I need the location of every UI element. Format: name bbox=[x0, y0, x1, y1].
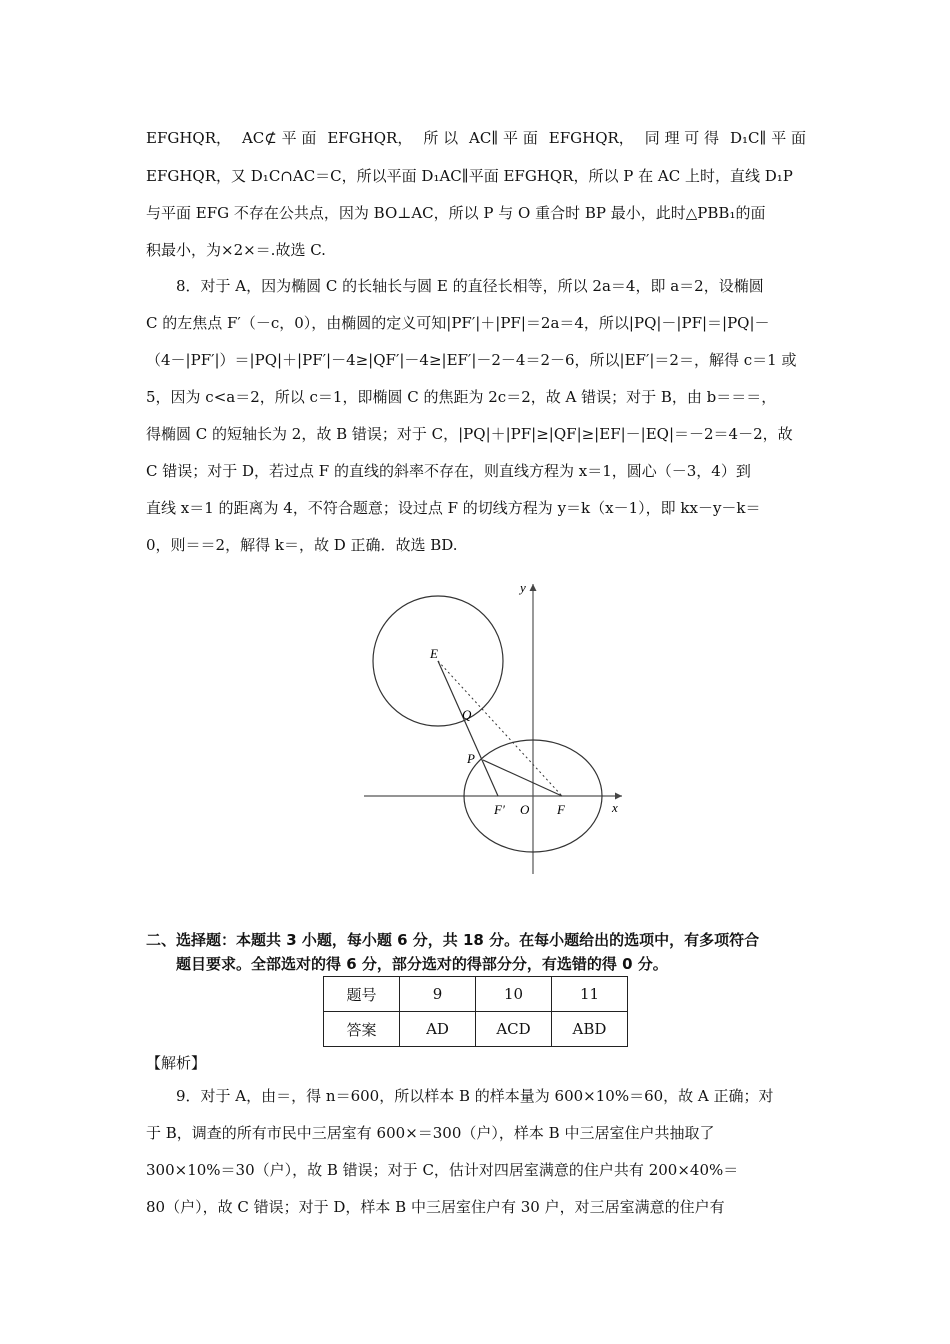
para8-line5: 得椭圆 C 的短轴长为 2，故 B 错误；对于 C，|PQ|＋|PF|≥|QF|≥|EF|－|EQ|＝－2＝4－2，故 bbox=[146, 425, 793, 443]
ellipse-circle-diagram bbox=[360, 574, 632, 878]
table-cell: ACD bbox=[476, 1012, 552, 1047]
text-seg: 所 以 bbox=[423, 129, 459, 147]
label-f-prime: F′ bbox=[494, 802, 505, 817]
para8-line2: C 的左焦点 F′（－c，0），由椭圆的定义可知|PF′|＋|PF|＝2a＝4，所以|PQ|－|PF|＝|PQ|－ bbox=[146, 314, 770, 332]
para7-line4: 积最小，为×2×＝.故选 C. bbox=[146, 241, 326, 259]
label-e: E bbox=[430, 646, 438, 661]
para9-line2: 于 B，调查的所有市民中三居室有 600×＝300（户），样本 B 中三居室住户共抽取了 bbox=[146, 1124, 715, 1142]
para8-line8: 0，则＝＝2，解得 k＝，故 D 正确．故选 BD. bbox=[146, 536, 458, 554]
para8-line6: C 错误；对于 D，若过点 F 的直线的斜率不存在，则直线方程为 x＝1，圆心（－3，4）到 bbox=[146, 462, 751, 480]
text-seg: EFGHQR， bbox=[327, 129, 413, 147]
table-row bbox=[324, 977, 628, 1012]
para9-line3: 300×10%＝30（户），故 B 错误；对于 C，估计对四居室满意的住户共有 200×40%＝ bbox=[146, 1161, 739, 1179]
table-cell: 答案 bbox=[324, 1012, 400, 1047]
text-seg: AC∥ 平 面 bbox=[469, 129, 538, 147]
section2-heading-line1: 二、选择题：本题共 3 小题，每小题 6 分，共 18 分。在每小题给出的选项中，有多项符合 bbox=[146, 931, 760, 949]
text-seg: 同 理 可 得 bbox=[644, 129, 720, 147]
label-q: Q bbox=[462, 707, 472, 722]
segment-pf bbox=[483, 760, 562, 796]
table-cell: 题号 bbox=[324, 977, 400, 1012]
label-f: F bbox=[557, 802, 565, 817]
para7-line3: 与平面 EFG 不存在公共点，因为 BO⊥AC，所以 P 与 O 重合时 BP 最小，此时△PBB₁的面 bbox=[146, 204, 766, 222]
table-cell: 10 bbox=[476, 977, 552, 1012]
analysis-label: 【解析】 bbox=[146, 1054, 207, 1072]
para8-line4: 5，因为 c<a＝2，所以 c＝1，即椭圆 C 的焦距为 2c＝2，故 A 错误；对于 B，由 b＝＝＝， bbox=[146, 388, 777, 406]
geometry-figure bbox=[360, 574, 632, 878]
label-x: x bbox=[612, 800, 618, 815]
table-row bbox=[324, 1012, 628, 1047]
table-cell: ABD bbox=[552, 1012, 628, 1047]
para7-line1 bbox=[146, 128, 806, 148]
table-cell: 9 bbox=[400, 977, 476, 1012]
text-seg: D₁C∥ 平 面 bbox=[730, 129, 806, 147]
para8-line1: 8．对于 A，因为椭圆 C 的长轴长与圆 E 的直径长相等，所以 2a＝4，即 a＝2，设椭圆 bbox=[176, 277, 764, 295]
label-p: P bbox=[467, 751, 475, 766]
answer-table bbox=[323, 976, 628, 1047]
section2-heading-line2: 题目要求。全部选对的得 6 分，部分选对的得部分分，有选错的得 0 分。 bbox=[176, 955, 668, 973]
label-y: y bbox=[520, 580, 526, 595]
label-o: O bbox=[520, 802, 530, 817]
para8-line7: 直线 x＝1 的距离为 4，不符合题意；设过点 F 的切线方程为 y＝k（x－1），即 kx－y－k＝ bbox=[146, 499, 761, 517]
text-seg: EFGHQR， bbox=[146, 129, 232, 147]
para9-line1: 9．对于 A，由＝，得 n＝600，所以样本 B 的样本量为 600×10%＝60，故 A 正确；对 bbox=[176, 1087, 774, 1105]
para8-line3: （4－|PF′|）＝|PQ|＋|PF′|－4≥|QF′|－4≥|EF′|－2－4＝2－6，所以|EF′|＝2＝，解得 c＝1 或 bbox=[146, 351, 797, 369]
para9-line4: 80（户），故 C 错误；对于 D，样本 B 中三居室住户有 30 户，对三居室满意的住户有 bbox=[146, 1198, 725, 1216]
table-cell: AD bbox=[400, 1012, 476, 1047]
table-cell: 11 bbox=[552, 977, 628, 1012]
para7-line2: EFGHQR，又 D₁C∩AC＝C，所以平面 D₁AC∥平面 EFGHQR，所以 P 在 AC 上时，直线 D₁P bbox=[146, 167, 793, 185]
text-seg: AC⊄ 平 面 bbox=[241, 129, 317, 147]
text-seg: EFGHQR， bbox=[548, 129, 634, 147]
